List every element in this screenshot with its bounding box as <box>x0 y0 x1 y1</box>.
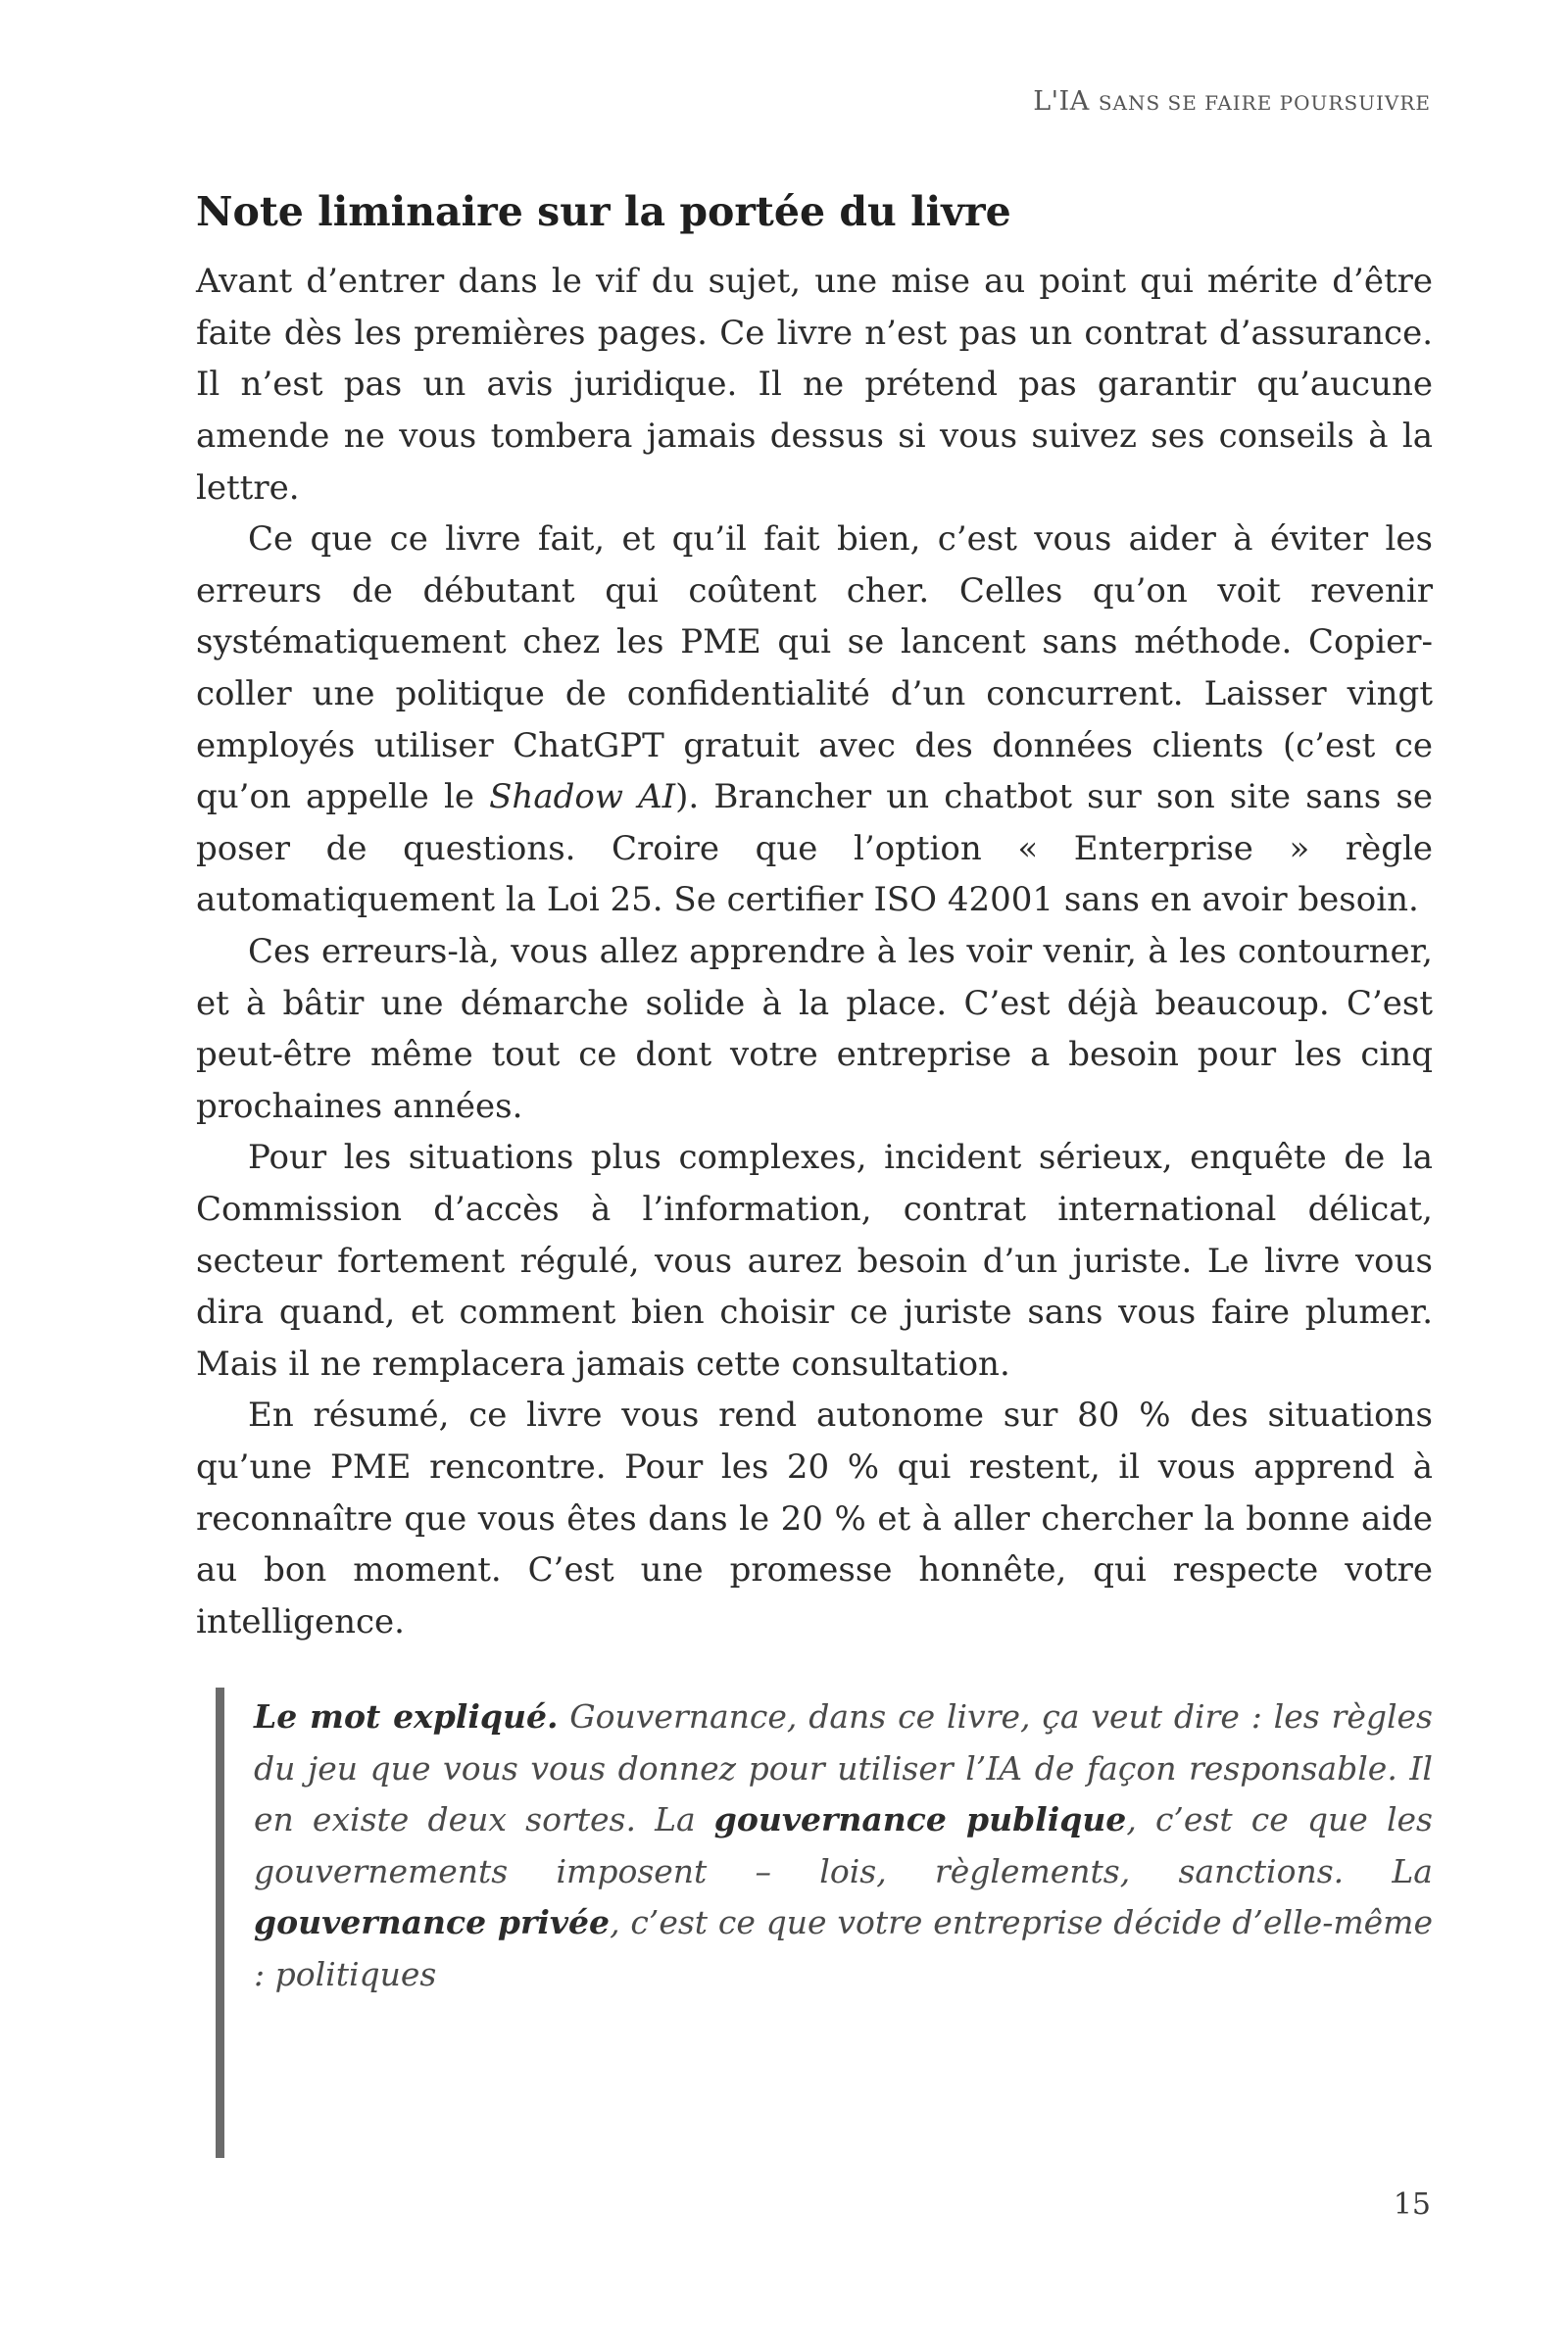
definition-label: Le mot expliqué. <box>254 1697 559 1736</box>
main-text <box>196 186 1433 1647</box>
paragraph-4: Pour les situations plus complexes, incident sérieux, enquête de la Commission d’accès à l’information, contrat international délicat, secteur fortement régulé, vous aurez besoin d’un juriste. Le livre vous dira quand, et comment bien choisir ce juriste sans vous faire plumer. Mais il ne remplacera jamais cette consultation. <box>196 1138 1433 1384</box>
section-title: Note liminaire sur la portée du livre <box>196 188 1011 235</box>
definition-text <box>254 1691 1433 2001</box>
definition-text-2: , c’est ce que les gouvernements imposent – lois, règlements, sanctions. La <box>254 1800 1433 1890</box>
paragraph-1: Avant d’entrer dans le vif du sujet, une mise au point qui mérite d’être faite dès les premières pages. Ce livre n’est pas un contrat d’assurance. Il n’est pas un avis juridique. Il ne prétend pas garantir qu’aucune amende ne vous tombera jamais dessus si vous suivez ses conseils à la lettre. <box>196 262 1433 508</box>
running-head <box>1033 86 1431 117</box>
paragraph-2-part-1: Ce que ce livre fait, et qu’il fait bien, c’est vous aider à éviter les erreurs de débutant qui coûtent cher. Celles qu’on voit revenir systématiquement chez les PME qui se lancent sans méthode. Copier-coller une politique de confidentialité d’un concurrent. Laisser vingt employés utiliser ChatGPT gratuit avec des données clients (c’est ce qu’on appelle le <box>196 519 1433 817</box>
shadow-ai-term: Shadow AI <box>489 777 676 817</box>
paragraph-3: Ces erreurs-là, vous allez apprendre à les voir venir, à les contourner, et à bâtir une démarche solide à la place. C’est déjà beaucoup. C’est peut-être même tout ce dont votre entreprise a besoin pour les cinq prochaines années. <box>196 932 1433 1126</box>
term-public-governance: gouvernance publique <box>713 1800 1127 1839</box>
term-private-governance: gouvernance privée <box>254 1903 611 1942</box>
paragraph-5: En résumé, ce livre vous rend autonome sur 80 % des situations qu’une PME rencontre. Pour les 20 % qui restent, il vous apprend à reconnaître que vous êtes dans le 20 % et à aller chercher la bonne aide au bon moment. C’est une promesse honnête, qui respecte votre intelligence. <box>196 1396 1433 1642</box>
running-head-title: SANS SE FAIRE POURSUIVRE <box>1098 91 1431 115</box>
page-number: 15 <box>1393 2187 1431 2222</box>
definition-callout <box>216 1688 1433 2158</box>
paragraph-2-part-2: ). Brancher un chatbot sur son site sans se poser de questions. Croire que l’option « Enterprise » règle automatiquement la Loi 25. Se certifier ISO 42001 sans en avoir besoin. <box>196 777 1433 920</box>
paragraph-2 <box>196 514 1433 926</box>
running-head-lead: L'IA <box>1033 86 1090 117</box>
definition-text-1: Gouvernance, dans ce livre, ça veut dire : les règles du jeu que vous vous donnez pour utiliser l’IA de façon responsable. Il en existe deux sortes. La <box>254 1697 1433 1839</box>
definition-text-3: , c’est ce que votre entreprise décide d’elle-même : politiques <box>254 1903 1434 1993</box>
